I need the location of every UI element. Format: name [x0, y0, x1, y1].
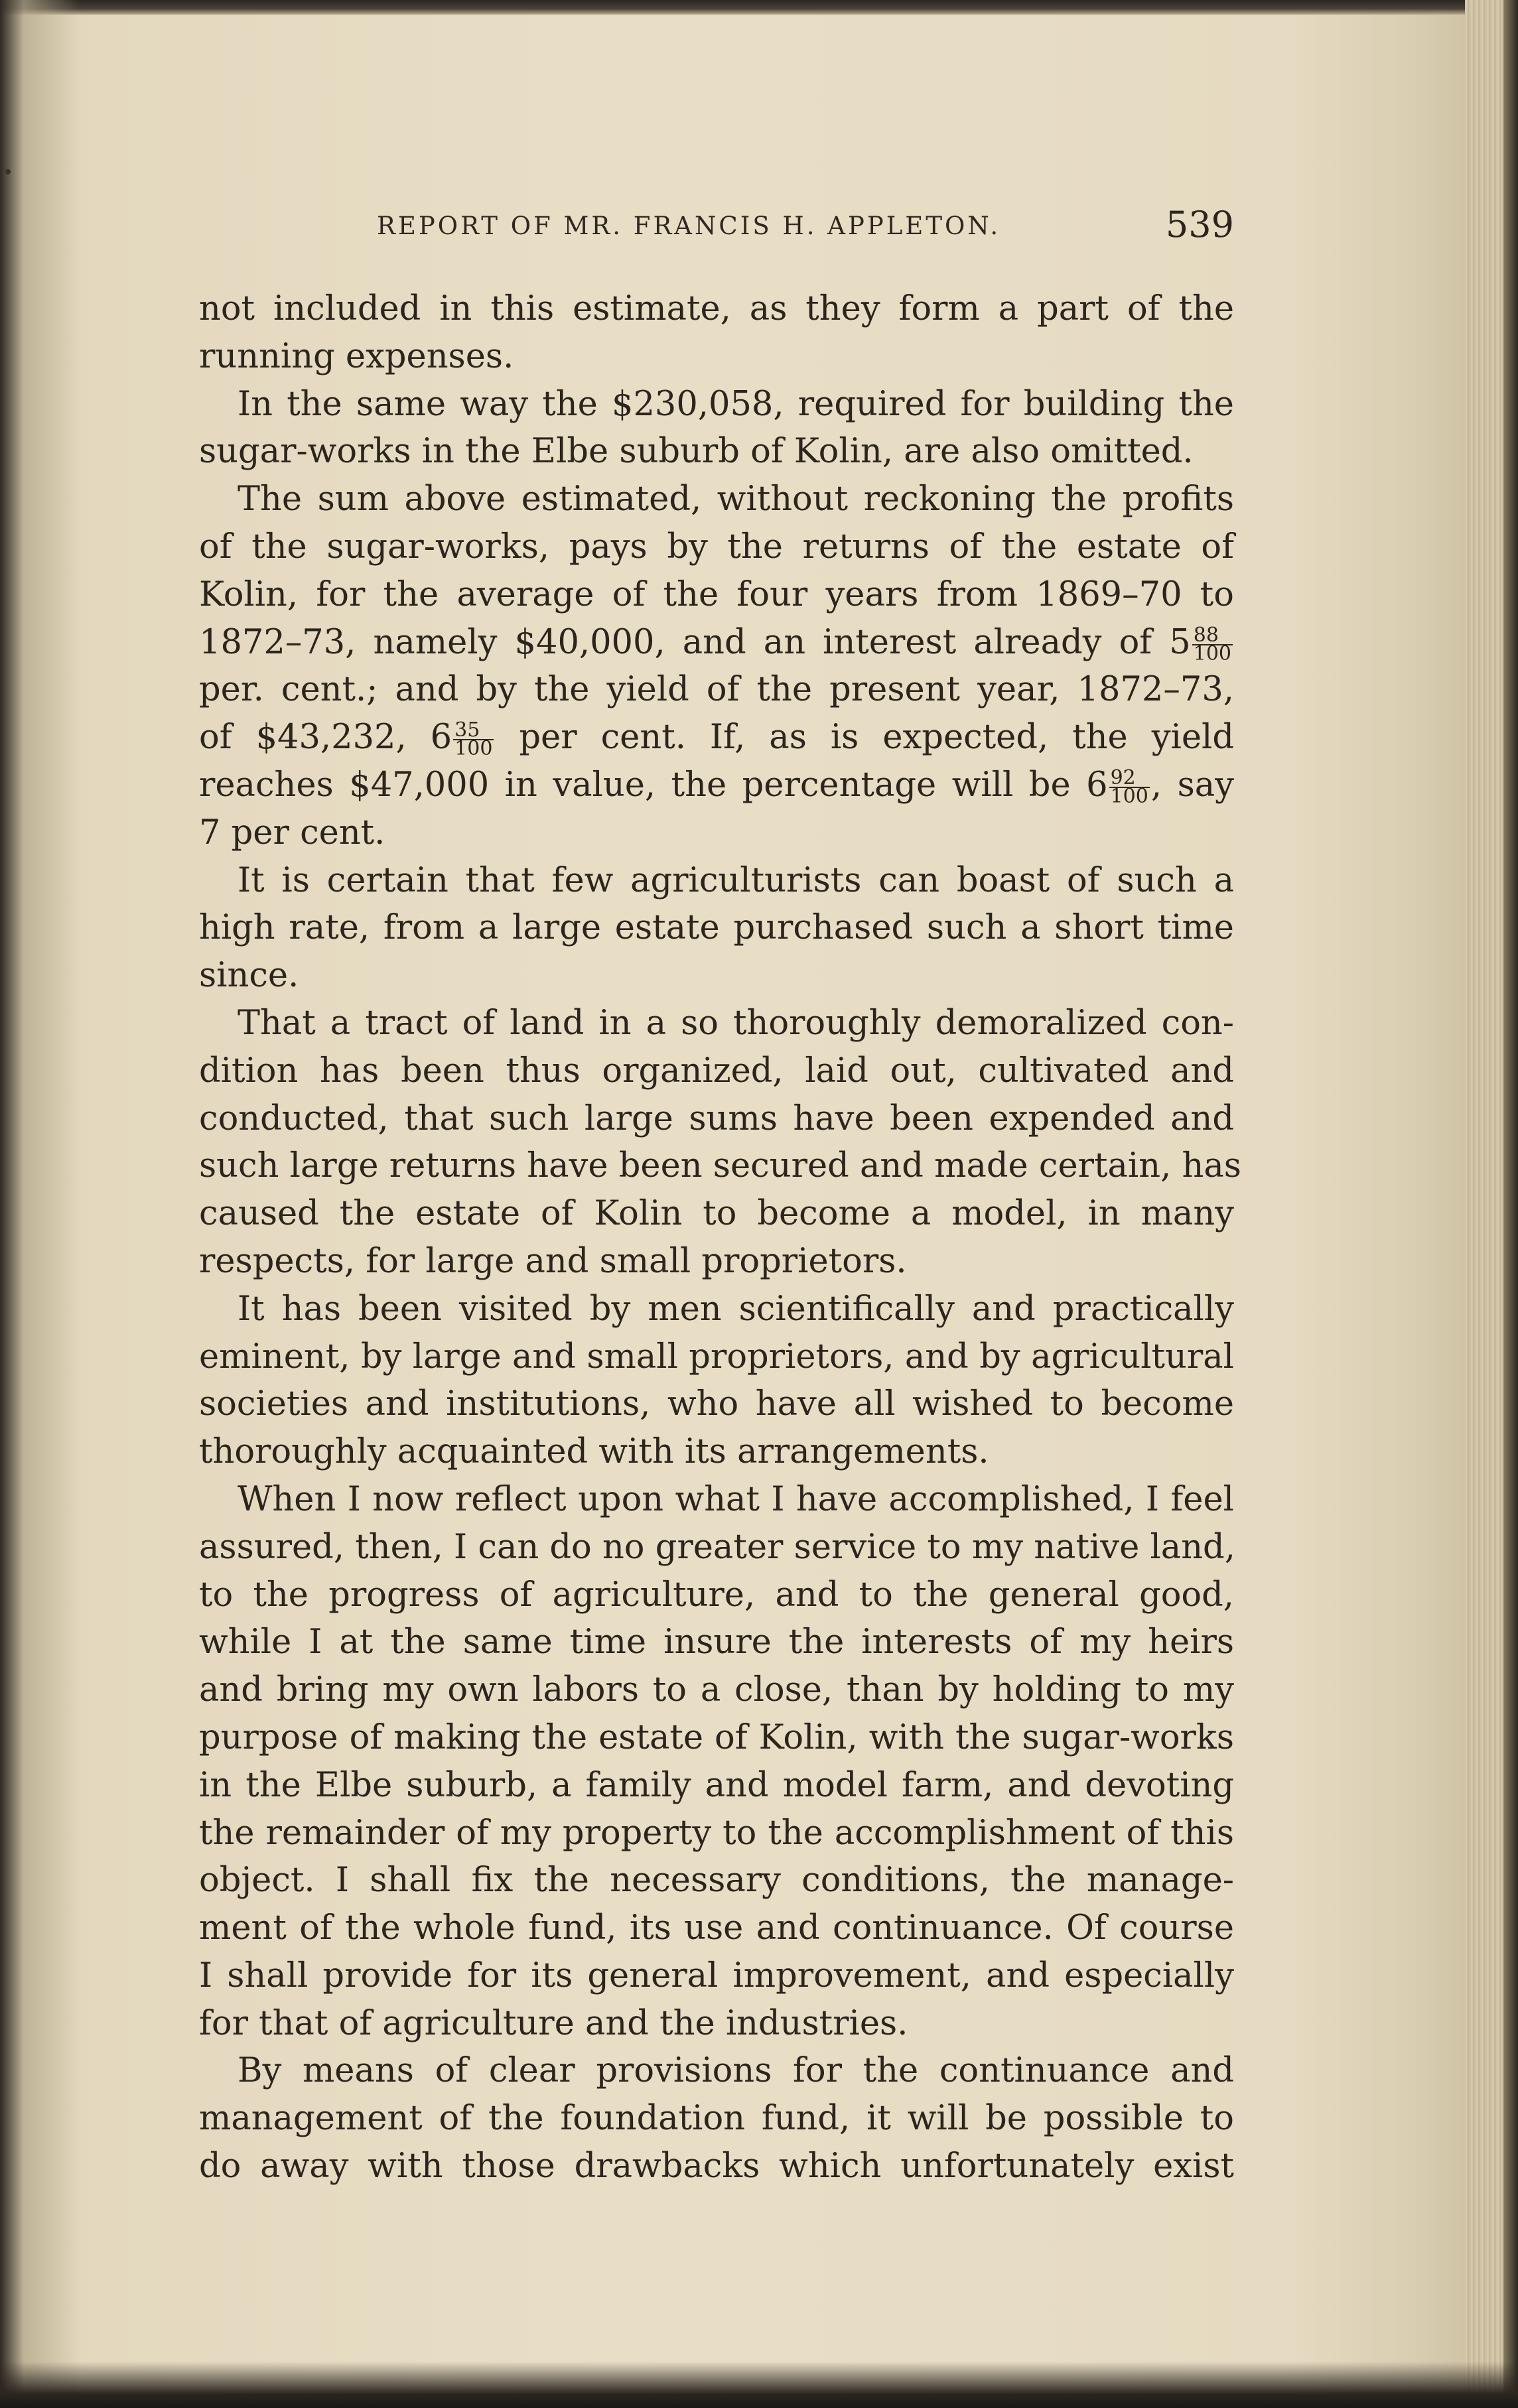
fraction-denominator: 100: [1193, 641, 1231, 665]
text-segment: of $43,232, 6: [199, 718, 452, 758]
book-cover-edge: [1503, 0, 1518, 2408]
text-line: and bring my own labors to a close, than by holding to my: [199, 1670, 1234, 1710]
fraction: [1109, 766, 1150, 808]
text-line: When I now reflect upon what I have accomplished, I feel: [238, 1479, 1234, 1519]
text-line: thoroughly acquainted with its arrangements.: [199, 1432, 989, 1472]
text-line: eminent, by large and small proprietors, and by agricultural: [199, 1337, 1234, 1376]
fraction-numerator: 92: [1109, 769, 1150, 788]
page-number: 539: [1165, 204, 1234, 245]
text-line: By means of clear provisions for the continuance and: [238, 2051, 1234, 2091]
text-line: The sum above estimated, without reckoning the profits: [238, 480, 1234, 519]
text-segment: reaches $47,000 in value, the percentage will be 6: [199, 765, 1108, 805]
ink-dot: [5, 169, 11, 174]
page-header: [199, 204, 1234, 250]
text-line: high rate, from a large estate purchased such a short time: [199, 908, 1234, 948]
text-segment: per cent. If, as is expected, the yield: [495, 718, 1234, 758]
text-line: in the Elbe suburb, a family and model farm, and devoting: [199, 1765, 1234, 1805]
fraction-denominator: 100: [454, 737, 493, 761]
text-line: running expenses.: [199, 336, 514, 376]
paragraph-5: [199, 1000, 1241, 1286]
text-line: such large returns have been secured and made certain, has: [199, 1146, 1241, 1186]
text-line: respects, for large and small proprietors.: [199, 1241, 907, 1281]
text-line: sugar-works in the Elbe suburb of Kolin, are also omitted.: [199, 432, 1194, 472]
text-line: caused the estate of Kolin to become a model, in many: [199, 1194, 1234, 1234]
paragraph-8: [199, 2047, 1234, 2190]
paragraph-7: [199, 1476, 1234, 2048]
text-line: assured, then, I can do no greater service to my native land,: [199, 1527, 1235, 1567]
text-line: to the progress of agriculture, and to the general good,: [199, 1575, 1234, 1615]
text-line: conducted, that such large sums have been expended and: [199, 1099, 1234, 1138]
text-line: ment of the whole fund, its use and continuance. Of course: [199, 1908, 1234, 1948]
text-line: not included in this estimate, as they form a part of the: [199, 289, 1234, 328]
text-line-with-fraction: [199, 762, 1234, 809]
text-line: of the sugar-works, pays by the returns of the estate of: [199, 527, 1234, 567]
fraction: [453, 718, 494, 761]
page-gutter-shadow: [0, 0, 80, 2408]
text-line: per. cent.; and by the yield of the present year, 1872–73,: [199, 670, 1234, 710]
fraction: [1192, 623, 1233, 665]
text-line: while I at the same time insure the interests of my heirs: [199, 1623, 1234, 1662]
text-line: That a tract of land in a so thoroughly demoralized con-: [238, 1003, 1234, 1043]
text-line-with-fraction: [199, 714, 1234, 762]
fraction-numerator: 88: [1192, 627, 1233, 645]
fraction-numerator: 35: [453, 722, 494, 740]
text-line: 7 per cent.: [199, 813, 385, 852]
text-line: do away with those drawbacks which unfortunately exist: [199, 2147, 1234, 2186]
text-line: It is certain that few agriculturists can boast of such a: [238, 860, 1234, 900]
text-line: It has been visited by men scientifically and practically: [238, 1289, 1234, 1329]
text-line: object. I shall fix the necessary conditions, the manage-: [199, 1861, 1234, 1901]
text-segment: 1872–73, namely $40,000, and an interest already of 5: [199, 622, 1191, 662]
text-line-with-fraction: [199, 619, 1234, 667]
text-line: since.: [199, 956, 299, 996]
page-bottom-edge: [0, 2362, 1518, 2408]
paragraph-3: [199, 476, 1234, 856]
paragraph-2: [199, 381, 1234, 476]
page-top-edge: [0, 0, 1518, 15]
paragraph-6: [199, 1286, 1234, 1476]
text-segment: , say: [1150, 765, 1234, 805]
text-line: for that of agriculture and the industries.: [199, 2003, 908, 2043]
text-line: management of the foundation fund, it will be possible to: [199, 2099, 1234, 2139]
text-line: In the same way the $230,058, required for building the: [238, 384, 1234, 424]
paragraph-4: [199, 857, 1234, 1000]
text-line: Kolin, for the average of the four years from 1869–70 to: [199, 574, 1234, 614]
running-head: REPORT OF MR. FRANCIS H. APPLETON.: [377, 212, 1001, 240]
text-line: I shall provide for its general improvement, and especially: [199, 1956, 1234, 1995]
fraction-denominator: 100: [1110, 784, 1148, 808]
text-line: societies and institutions, who have all wished to become: [199, 1384, 1234, 1424]
text-line: purpose of making the estate of Kolin, with the sugar-works: [199, 1717, 1234, 1757]
body-text: [199, 285, 1241, 2190]
text-line: the remainder of my property to the accomplishment of this: [199, 1813, 1234, 1853]
paragraph-1: [199, 285, 1234, 381]
text-line: dition has been thus organized, laid out, cultivated and: [199, 1051, 1234, 1091]
